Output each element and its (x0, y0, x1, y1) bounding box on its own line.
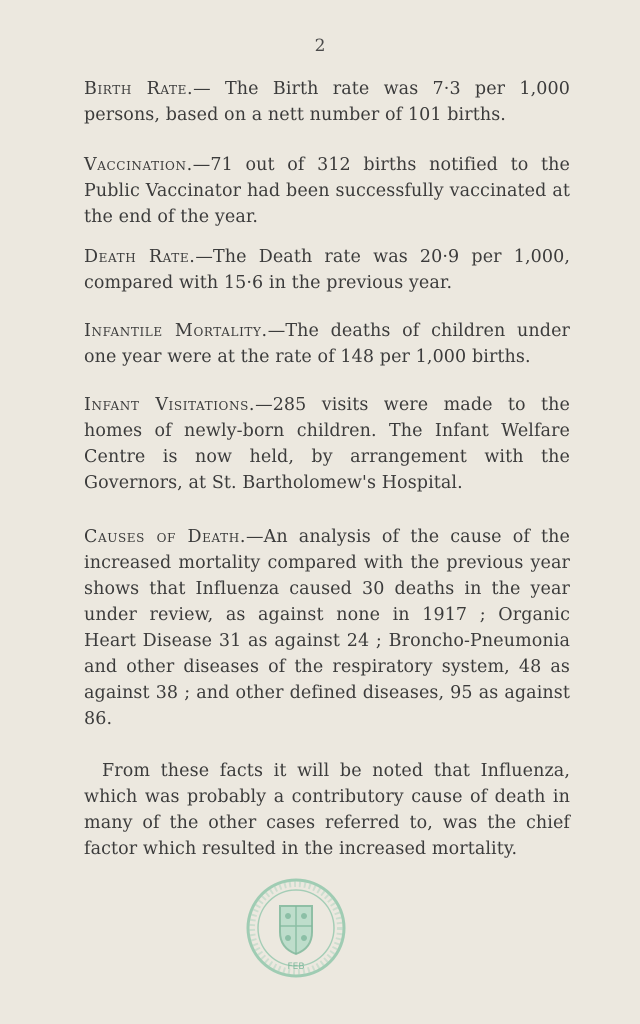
paragraph-causes-of-death (84, 524, 570, 732)
paragraph-conclusion (84, 758, 570, 862)
paragraph-text: —285 visits were made to the homes of newly-born children. The Infant Welfare Centre is now held, by arrangement with the Governors, at St. Bartholomew's Hospital. (84, 395, 571, 493)
paragraph-heading: Death Rate. (84, 247, 196, 267)
paragraph-vaccination (84, 152, 570, 230)
paragraph-text: —The deaths of children under one year were at the rate of 148 per 1,000 births. (84, 321, 570, 367)
paragraph-text: —71 out of 312 births notified to the Public Vaccinator had been successfully vaccinated at the end of the year. (84, 155, 570, 227)
paragraph-infantile-mortality (84, 318, 570, 370)
paragraph-heading: Infantile Mortality. (84, 321, 268, 341)
paragraph-heading: Birth Rate. (84, 79, 194, 99)
paragraph-death-rate (84, 244, 570, 296)
stamp-text: FEB (287, 962, 305, 972)
paragraph-heading: Vaccination. (84, 155, 193, 175)
paragraph-text: From these facts it will be noted that Influenza, which was probably a contributory cause of death in many of the other cases referred to, was the chief factor which resulted in the increased mortality. (84, 761, 570, 859)
page-number: 2 (314, 36, 326, 56)
paragraph-infant-visitations (84, 392, 570, 496)
paragraph-heading: Causes of Death. (84, 527, 246, 547)
paragraph-text: —An analysis of the cause of the increased mortality compared with the previous year shows that Influenza caused 30 deaths in the year under review, as against none in 1917 ; Organic Heart Disease 31 as against 24 ; Broncho-Pneumonia and other diseases of the respiratory system, 48 as against 38 ; and other defined diseases, 95 as against 86. (84, 527, 570, 729)
paragraph-text: — The Birth rate was 7·3 per 1,000 persons, based on a nett number of 101 births. (84, 79, 571, 125)
library-stamp-seal (244, 876, 348, 980)
paragraph-birth-rate (84, 76, 570, 128)
paragraph-text: —The Death rate was 20·9 per 1,000, compared with 15·6 in the previous year. (84, 247, 570, 293)
paragraph-heading: Infant Visitations. (84, 395, 256, 415)
